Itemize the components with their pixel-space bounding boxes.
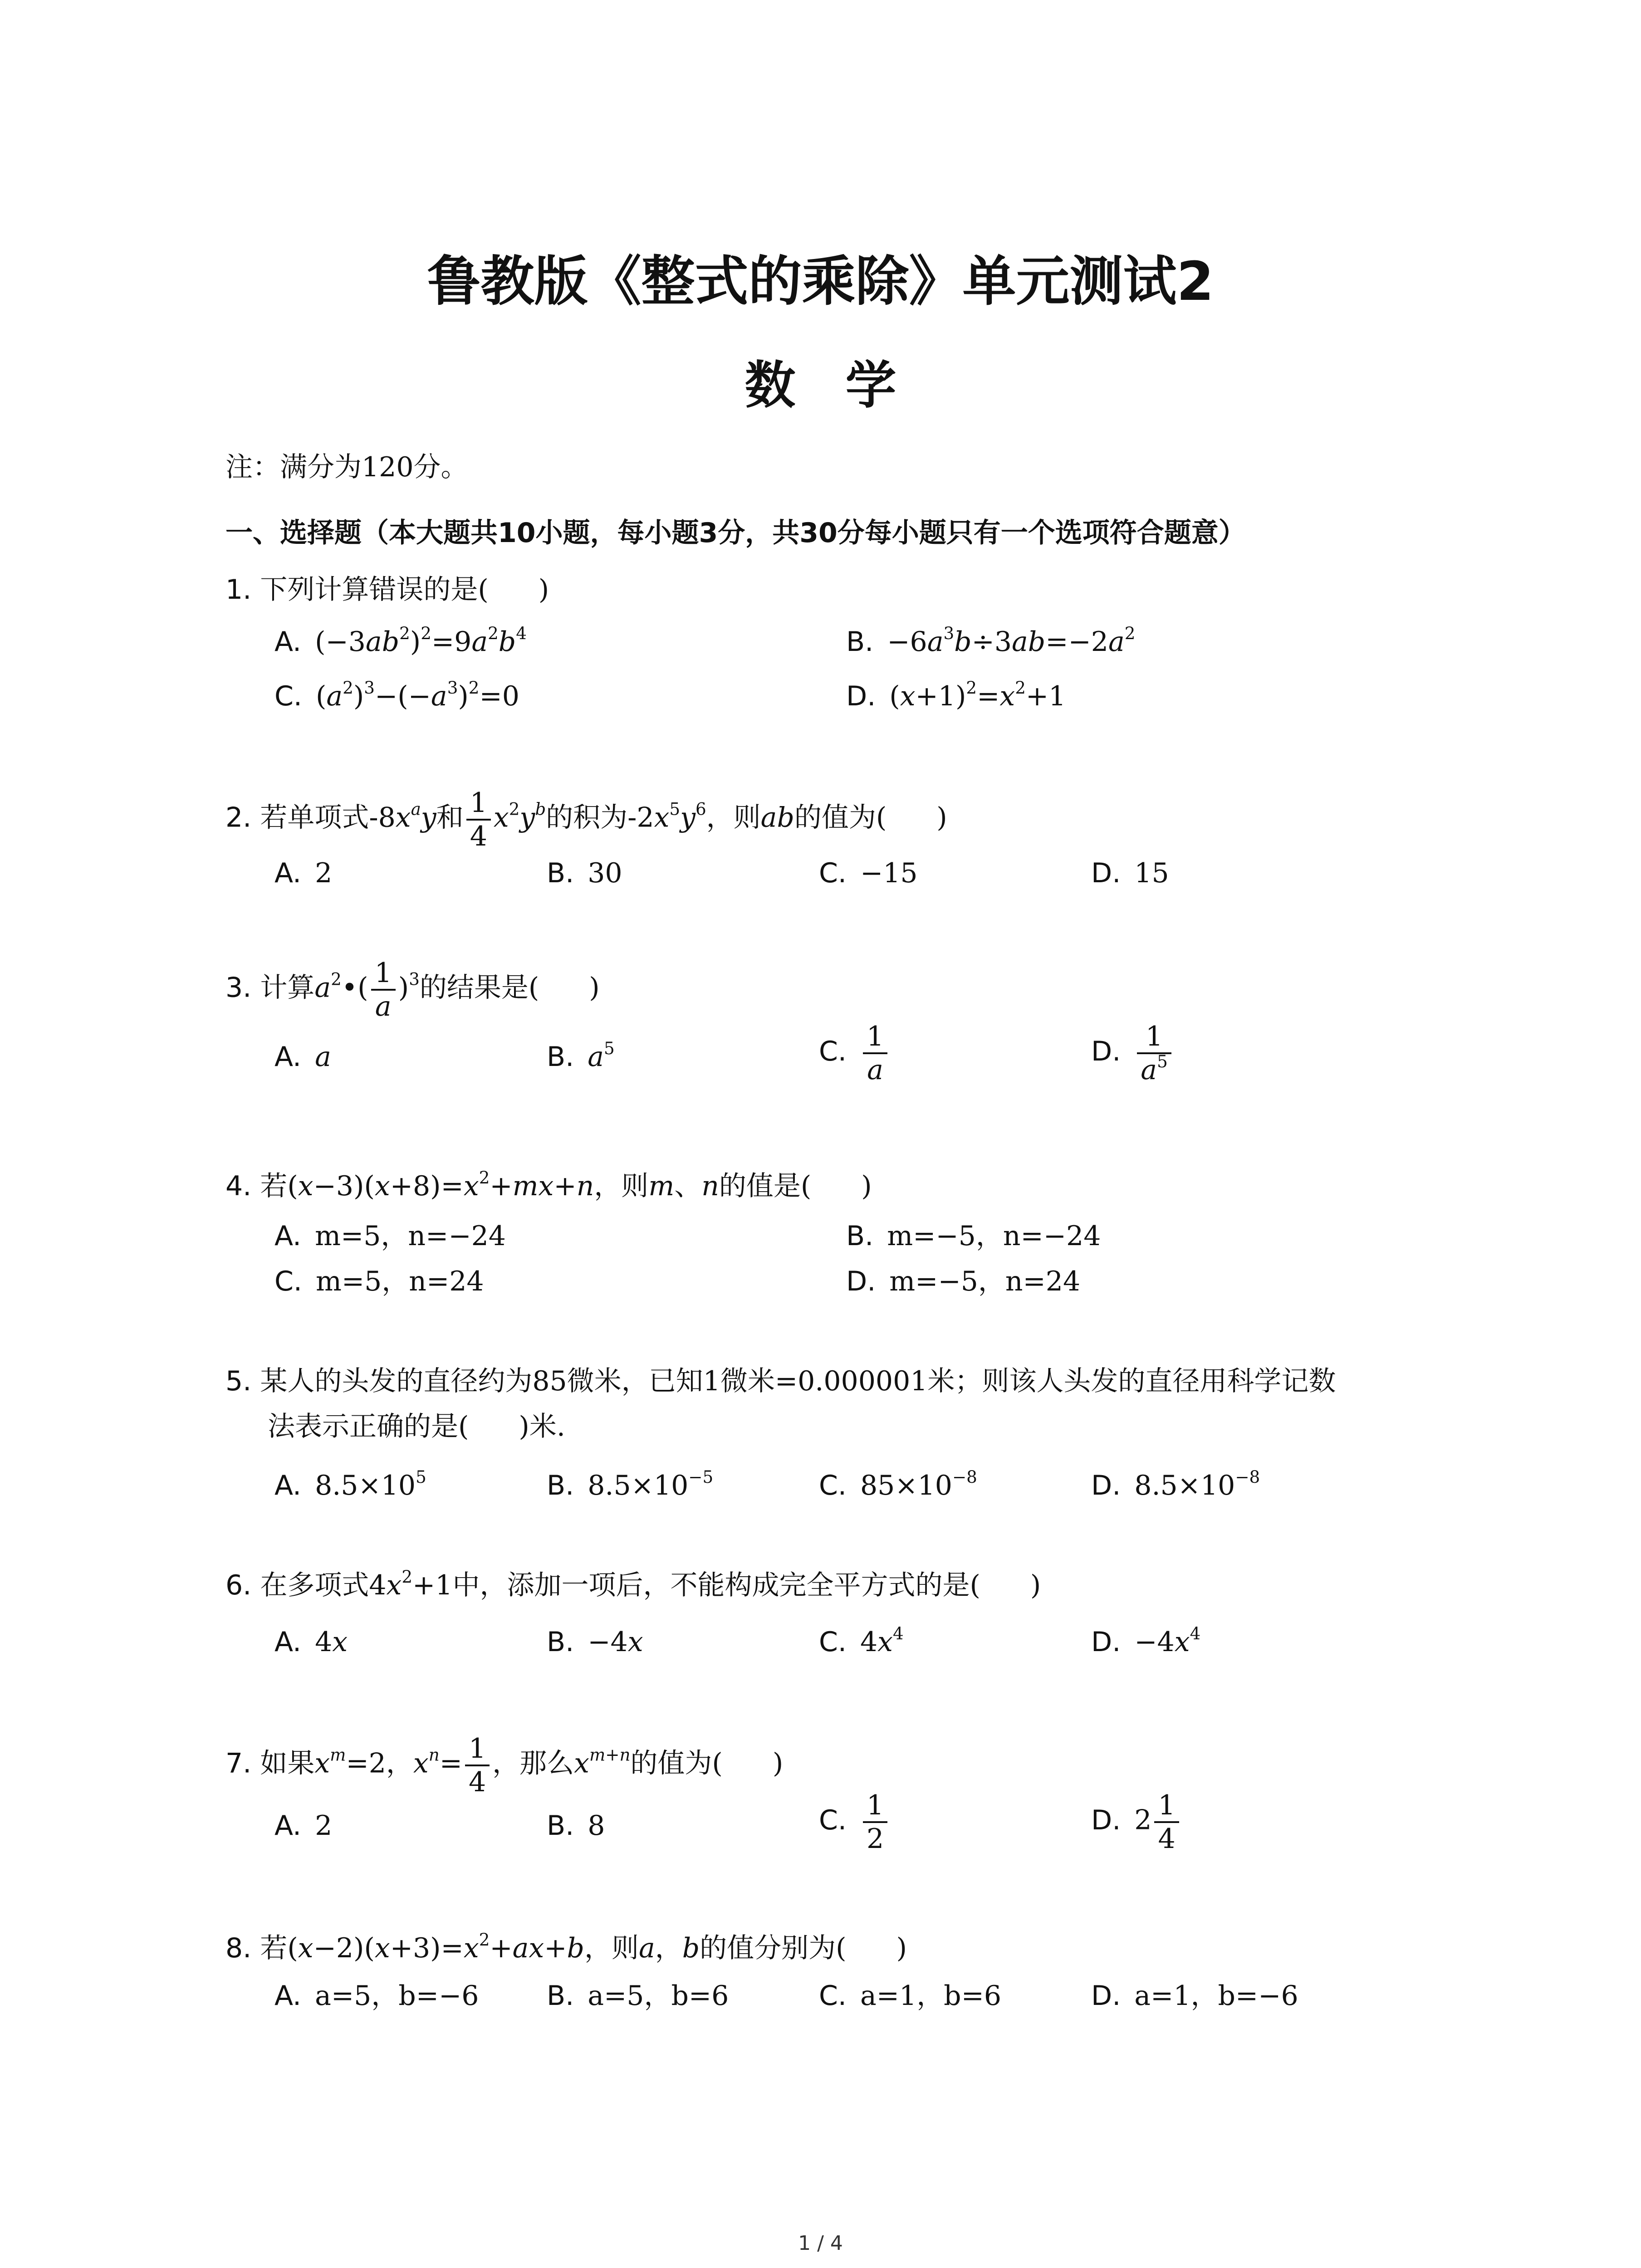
q2-option-d: D. 15 — [1091, 857, 1169, 889]
q1-option-a: A. $(-3ab^2)^2=9a^2b^4$ — [274, 623, 527, 658]
q5-option-a: A. $8.5\times 10^5$ — [274, 1466, 426, 1501]
question-5-line-2: 法表示正确的是( )米. — [268, 1411, 565, 1442]
q6-option-a: A. 4x — [274, 1626, 348, 1658]
q4-option-c: C. m=5，n=24 — [274, 1266, 484, 1297]
q5-option-d: D. $8.5\times 10^{-8}$ — [1091, 1466, 1260, 1501]
q7-option-b: B. 8 — [547, 1810, 605, 1842]
q7-option-d: D. 2 $\frac{1}{4}$ — [1091, 1789, 1182, 1855]
q7-option-a: A. 2 — [274, 1810, 333, 1842]
q4-option-a: A. m=5，n=−24 — [274, 1220, 506, 1252]
q1-option-b: B. $-6a^3b\div 3ab=-2a^2$ — [846, 623, 1136, 658]
q6-option-c: C. $4x^4$ — [819, 1623, 904, 1658]
q8-option-c: C. a=1，b=6 — [819, 1980, 1002, 2012]
q3-option-a: A. a — [274, 1041, 331, 1073]
q5-option-c: C. $85\times 10^{-8}$ — [819, 1466, 977, 1501]
q1-option-d: D. $(x+1)^2=x^2+1$ — [846, 677, 1066, 712]
score-note: 注：满分为120分。 — [225, 451, 468, 483]
q7-option-c: C. $\frac{1}{2}$ — [819, 1789, 890, 1855]
q4-option-b: B. m=−5，n=−24 — [846, 1220, 1101, 1252]
q5-option-b: B. $8.5\times 10^{-5}$ — [547, 1466, 714, 1501]
q6-option-b: B. −4x — [547, 1626, 643, 1658]
question-4: 4. 若$(x-3)(x+8)=x^2+mx+n$，则m、n的值是( ) — [225, 1167, 872, 1202]
q6-option-d: D. $-4x^4$ — [1091, 1623, 1201, 1658]
question-3: 3. 计算$a^2•$( $\frac{1}{a}$ )$^3$的结果是( ) — [225, 957, 600, 1022]
q2-option-a: A. 2 — [274, 857, 333, 889]
q1-option-c: C. $(a^2)^3-(-a^3)^2=0$ — [274, 677, 519, 712]
q8-option-b: B. a=5，b=6 — [547, 1980, 729, 2012]
q8-option-a: A. a=5，b=−6 — [274, 1980, 479, 2012]
q3-option-b: B. $a^5$ — [547, 1038, 615, 1073]
q4-option-d: D. m=−5，n=24 — [846, 1266, 1081, 1297]
q3-option-c: C. $\frac{1}{a}$ — [819, 1021, 890, 1086]
page-title: 鲁教版《整式的乘除》单元测试2 — [427, 250, 1214, 313]
subject-title: 数学 — [745, 356, 946, 415]
question-6: 6. 在多项式$4x^2+1$中，添加一项后，不能构成完全平方式的是( ) — [225, 1566, 1041, 1601]
question-5-line-1: 5. 某人的头发的直径约为85微米，已知1微米=0.000001米；则该人头发的直径用科学记数 — [225, 1365, 1336, 1397]
question-7: 7. 如果$x^m=2$，$x^n=$ $\frac{1}{4}$ ，那么$x^{m+n}$的值为( ) — [225, 1733, 784, 1798]
q3-option-d: D. $\frac{1}{a^5}$ — [1091, 1021, 1174, 1086]
q2-option-b: B. 30 — [547, 857, 622, 889]
question-2: 2. 若单项式$-8x^ay$和 $\frac{1}{4}$ $x^2y^b$的积为$-2x^5y^6$，则ab的值为( ) — [225, 787, 947, 852]
question-8: 8. 若$(x-2)(x+3)=x^2+ax+b$，则a，b的值分别为( ) — [225, 1929, 907, 1964]
question-1: 1. 下列计算错误的是( ) — [225, 574, 549, 606]
q2-option-c: C. −15 — [819, 857, 918, 889]
section-heading: 一、选择题（本大题共10小题，每小题3分，共30分每小题只有一个选项符合题意） — [225, 517, 1246, 549]
page-number: 1 / 4 — [798, 2232, 843, 2255]
q8-option-d: D. a=1，b=−6 — [1091, 1980, 1298, 2012]
